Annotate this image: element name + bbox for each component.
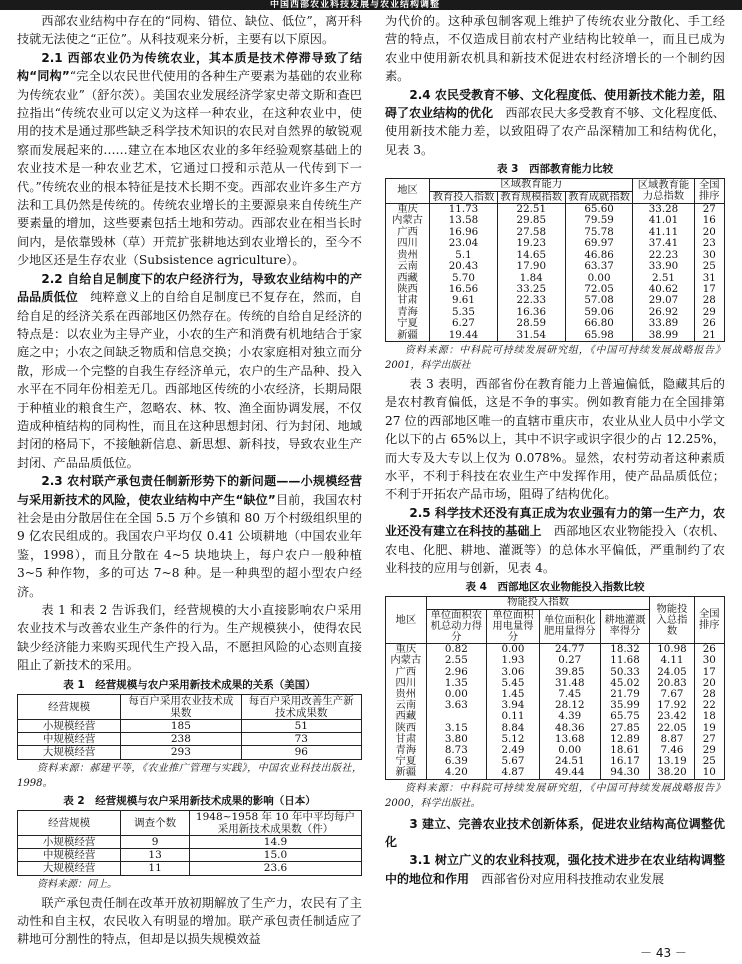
- table-row: [18, 746, 362, 759]
- table-cell: 8.84: [486, 723, 539, 734]
- table-cell: 24.05: [650, 667, 694, 678]
- paragraph: 纯粹意义上的自给自足制度已不复存在，然而，自给自足的经济关系在西部地区仍然存在。传统的自给自足经济的特点是：以农业为主导产业，小农的生产和消费有机地结合于家庭之中；小农之间缺乏物质和信息交换；小农家庭相对独立而分散，形成一个完整的自我生存经济单元，农户的生产品种、投入水平在不同年份相差无几。西部地区传统的小农经济，长期局限于种植业的粮食生产，忽略农、林、牧、渔全面协调发展，不仅造成种植结构的同构性，而且在这种思想封闭、行为封闭、地域封闭的格局下，不接触新信息、新思想、新科技，导致农业生产封闭、产品品质低位。: [17, 290, 363, 470]
- header-cell: 经营规模: [18, 810, 121, 835]
- section-2-1: [17, 49, 362, 270]
- paragraph: 目前，我国农村社会是由分散居住在全国 5.5 万个乡镇和 80 万个村级组织里的 9 亿农民组成的。我国农户平均仅 0.41 公顷耕地（中国农业年鉴，1998），而且分散在 4~5 块地块上，每户农户一般种植 3~5 种作物，多的可达 7~8 种。是一种典型的超小型农户经济。: [17, 492, 363, 599]
- section-2-3: [17, 472, 362, 601]
- table-3: [385, 178, 725, 342]
- table-cell: 0.00: [565, 273, 633, 284]
- table-row: [18, 862, 362, 875]
- table-cell: 27.58: [497, 227, 565, 238]
- table-cell: 96: [241, 746, 361, 759]
- table-cell: 65.75: [600, 711, 650, 722]
- table-cell: 26: [694, 318, 725, 329]
- heading-2-3: 2.3 农村联产承包责任制新形势下的新问题——小规模经营与采用新技术的风险，使农业结构中产生“缺位”: [17, 474, 362, 507]
- table-cell: 四川: [386, 238, 430, 249]
- table-cell: 4.87: [486, 767, 539, 779]
- table-cell: 1.84: [497, 273, 565, 284]
- table-cell: 27.85: [600, 723, 650, 734]
- table-cell: 16.36: [497, 307, 565, 318]
- heading-2-2: 2.2 自给自足制度下的农户经济行为，导致农业结构中的产品品质低位: [17, 271, 362, 305]
- table-cell: 20.83: [650, 678, 694, 689]
- table-cell: 46.86: [565, 250, 633, 261]
- table-cell: 22: [694, 700, 725, 711]
- table-3-source: 资料来源：中科院可持续发展研究组，《中国可持续发展战略报告》2001，科学出版社: [385, 344, 725, 371]
- table-cell: 0.11: [486, 711, 539, 722]
- table-cell: 7.45: [539, 689, 600, 700]
- table-cell: 8.87: [650, 734, 694, 745]
- table-cell: 45.02: [600, 678, 650, 689]
- header-cell: 全国排序: [694, 179, 725, 204]
- table-cell: 49.44: [539, 767, 600, 779]
- table-cell: 11.68: [600, 655, 650, 666]
- table-cell: 31: [694, 273, 725, 284]
- table-cell: 3.06: [486, 667, 539, 678]
- header-bar: [0, 0, 742, 10]
- table-cell: 0.82: [426, 644, 486, 656]
- table-cell: 9.61: [430, 295, 498, 306]
- header-cell: 1948~1958 年 10 年中平均每户采用新技术成果数（件）: [189, 810, 361, 835]
- table-cell: 21: [694, 330, 725, 342]
- table-cell: 20.43: [430, 261, 498, 272]
- table-cell: 2.51: [633, 273, 694, 284]
- header-cell: 教育规模指数: [497, 191, 565, 203]
- table-cell: 3.80: [426, 734, 486, 745]
- table-cell: 10: [694, 767, 725, 779]
- table-cell: 4.39: [539, 711, 600, 722]
- table-cell: 6.27: [430, 318, 498, 329]
- table-cell: 57.08: [565, 295, 633, 306]
- table-1-caption: 表 1 经营规模与农户采用新技术成果的关系（美国）: [63, 678, 316, 691]
- table-cell: 4.11: [650, 655, 694, 666]
- header-cell: 教育成就指数: [565, 191, 633, 203]
- table-cell: 中规模经营: [18, 849, 121, 862]
- table-cell: 35.99: [600, 700, 650, 711]
- table-cell: 新疆: [386, 767, 427, 779]
- table-cell: 大规模经营: [18, 862, 121, 875]
- table-cell: 小规模经营: [18, 720, 121, 733]
- table-2-source: 资料来源：同上。: [37, 878, 117, 890]
- table-cell: 17: [694, 667, 725, 678]
- table-cell: 33.28: [633, 204, 694, 216]
- table-cell: 41.11: [633, 227, 694, 238]
- table-cell: 小规模经营: [18, 836, 121, 849]
- header-cell: 单位面积化肥用量得分: [539, 609, 600, 644]
- table-cell: 13: [121, 849, 190, 862]
- table-row: [18, 849, 362, 862]
- header-cell: 区域教育能力总指数: [633, 179, 694, 204]
- table-cell: 广西: [386, 667, 427, 678]
- table-cell: 宁夏: [386, 318, 430, 329]
- table-cell: 云南: [386, 261, 430, 272]
- table-cell: 29: [694, 307, 725, 318]
- table-cell: 7.67: [650, 689, 694, 700]
- table-cell: 云南: [386, 700, 427, 711]
- table-cell: 13.68: [539, 734, 600, 745]
- table-cell: 5.45: [486, 678, 539, 689]
- table-cell: 30: [694, 655, 725, 666]
- table-3-caption: 表 3 西部教育能力比较: [497, 163, 613, 176]
- table-cell: 27: [694, 734, 725, 745]
- header-cell: 耕地灌溉率得分: [600, 609, 650, 644]
- table-cell: 25: [694, 756, 725, 767]
- paragraph: 表 1 和表 2 告诉我们，经营规模的大小直接影响农户采用农业技术与改善农业生产条件的行为。生产规模狭小，使得农民缺少经济能力来购买现代生产投入品，不愿担风险的心态则直接阻止了新技术的采用。: [17, 603, 362, 673]
- table-cell: 65.60: [565, 204, 633, 216]
- table-cell: 23.04: [430, 238, 498, 249]
- table-cell: 2.96: [426, 667, 486, 678]
- table-cell: 37.41: [633, 238, 694, 249]
- table-cell: 30: [694, 250, 725, 261]
- table-cell: 重庆: [386, 644, 427, 656]
- table-cell: 陕西: [386, 723, 427, 734]
- table-header: [386, 179, 725, 191]
- table-cell: 甘肃: [386, 295, 430, 306]
- table-cell: 3.94: [486, 700, 539, 711]
- heading-3: 3 建立、完善农业技术创新体系，促进农业结构高位调整优化: [385, 816, 725, 850]
- table-cell: [426, 711, 486, 722]
- table-cell: 16: [694, 215, 725, 226]
- paragraph: “完全以农民世代使用的各种生产要素为基础的农业称为传统农业”（舒尔茨）。美国农业发展经济学家史蒂文斯和查巴拉指出“传统农业可以定义为这样一种农业，在这种农业中，使用的技术是通过那些缺乏科学技术知识的农民对自然界的敏锐观察而发展起来的……建立在本地区农业的多年经验观察基础上的农业技术是一种农业艺术，它通过口授和示范从一代传到下一代。”传统农业的根本特征是技术长期不变。西部农业许多生产方法和工具仍然是传统的。传统农业增长的主要源泉来自传统生产要素量的增加，这些要素包括土地和劳动。西部农业在相当长时间内，是依靠毁林（草）开荒扩张耕地达到农业增长的，至今不少地区还是生存农业（Subsistence agriculture）。: [17, 69, 362, 268]
- table-cell: 4.20: [426, 767, 486, 779]
- table-cell: 50.33: [600, 667, 650, 678]
- section-2-2: [17, 270, 362, 472]
- section-2-5: [385, 504, 725, 578]
- table-cell: 23.42: [650, 711, 694, 722]
- table-cell: 39.85: [539, 667, 600, 678]
- table-cell: 12.89: [600, 734, 650, 745]
- header-cell: 地区: [386, 179, 430, 204]
- table-cell: 16.17: [600, 756, 650, 767]
- paragraph: 西部地区农业物能投入（农机、农电、化肥、耕地、灌溉等）的总体水平偏低，严重制约了农业科技的应用与创新，见表 4。: [385, 524, 726, 575]
- table-cell: 0.00: [486, 644, 539, 656]
- table-row: [386, 655, 725, 666]
- table-cell: 75.78: [565, 227, 633, 238]
- table-header: [386, 597, 725, 609]
- table-cell: 21.79: [600, 689, 650, 700]
- table-cell: 26.92: [633, 307, 694, 318]
- table-cell: 22.51: [497, 204, 565, 216]
- heading-2-4: 2.4 农民受教育不够、文化程度低、使用新技术能力差，阻碍了农业结构的优化: [385, 87, 725, 121]
- table-cell: 内蒙古: [386, 215, 430, 226]
- left-column: [17, 12, 362, 949]
- table-cell: 3.63: [426, 700, 486, 711]
- table-4: [385, 596, 725, 779]
- table-cell: 16.56: [430, 284, 498, 295]
- table-row: [386, 330, 725, 342]
- table-cell: 5.70: [430, 273, 498, 284]
- header-cell: 单位面积农机总动力得分: [426, 609, 486, 644]
- table-cell: 1.93: [486, 655, 539, 666]
- table-cell: 11.73: [430, 204, 498, 216]
- table-cell: 西藏: [386, 711, 427, 722]
- table-cell: 5.67: [486, 756, 539, 767]
- table-cell: 41.01: [633, 215, 694, 226]
- paragraph: 表 3 表明，西部省份在教育能力上普遍偏低，隐藏其后的是农村教育偏低，这是不争的事实。例如教育能力在全国排第 27 位的西部地区唯一的直辖市重庆市，农业从业人员中小学文化以下的占 65%以上，其中不识字或识字很少的占 12.25%，而大专及大专以上仅为 0.078%。显然，农村劳动者这种素质水平，不利于科技在农业生产中发挥作用，使产品品质低位；不利于开拓农产品市场，阻碍了结构优化。: [385, 376, 725, 502]
- table-cell: 19.23: [497, 238, 565, 249]
- table-cell: 5.35: [430, 307, 498, 318]
- table-cell: 185: [121, 720, 241, 733]
- table-cell: 0.00: [539, 745, 600, 756]
- table-cell: 贵州: [386, 689, 427, 700]
- heading-2-1: 2.1 西部农业仍为传统农业，其本质是技术停滞导致了结构“同构”: [17, 50, 362, 84]
- table-cell: 9: [121, 836, 190, 849]
- table-cell: 28: [694, 689, 725, 700]
- table-cell: 22.23: [633, 250, 694, 261]
- table-cell: 24.51: [539, 756, 600, 767]
- paragraph: 西部农民大多受教育不够、文化程度低、使用新技术能力差，以致阻碍了农产品深精加工和结构优化，见表 3。: [385, 106, 725, 157]
- right-column: [385, 12, 725, 888]
- table-cell: 5.1: [430, 250, 498, 261]
- table-cell: 63.37: [565, 261, 633, 272]
- table-cell: 15.0: [189, 849, 361, 862]
- table-cell: 2.49: [486, 745, 539, 756]
- section-3-1: [385, 851, 725, 888]
- table-cell: 18: [694, 711, 725, 722]
- table-cell: 3.15: [426, 723, 486, 734]
- table-cell: 48.36: [539, 723, 600, 734]
- table-cell: 79.59: [565, 215, 633, 226]
- table-cell: 13.58: [430, 215, 498, 226]
- table-cell: 重庆: [386, 204, 430, 216]
- table-cell: 59.06: [565, 307, 633, 318]
- table-cell: 14.9: [189, 836, 361, 849]
- header-cell: 全国排序: [694, 597, 725, 644]
- table-cell: 33.25: [497, 284, 565, 295]
- table-cell: 广西: [386, 227, 430, 238]
- table-cell: 1.35: [426, 678, 486, 689]
- table-cell: 29.85: [497, 215, 565, 226]
- table-cell: 28.12: [539, 700, 600, 711]
- table-cell: 33.89: [633, 318, 694, 329]
- table-row: [386, 711, 725, 722]
- table-cell: 16.96: [430, 227, 498, 238]
- header-title: 中国西部农业科技发展与农业结构调整: [270, 0, 441, 10]
- table-cell: 26: [694, 644, 725, 656]
- section-3: [385, 815, 725, 852]
- table-cell: 31.48: [539, 678, 600, 689]
- table-cell: 293: [121, 746, 241, 759]
- table-row: [386, 261, 725, 272]
- table-cell: 28.59: [497, 318, 565, 329]
- table-2: [17, 810, 362, 876]
- table-cell: 69.97: [565, 238, 633, 249]
- section-2-4: [385, 86, 725, 160]
- header-cell: 单位面积用电量得分: [486, 609, 539, 644]
- table-cell: 27: [694, 204, 725, 216]
- table-cell: 22.33: [497, 295, 565, 306]
- table-cell: 238: [121, 733, 241, 746]
- header-cell: 地区: [386, 597, 427, 644]
- table-cell: 8.73: [426, 745, 486, 756]
- table-cell: 新疆: [386, 330, 430, 342]
- paragraph: 西部农业结构中存在的“同构、错位、缺位、低位”，离开科技就无法使之“正位”。从科技观来分析，主要有以下原因。: [17, 14, 362, 47]
- table-row: [18, 720, 362, 733]
- table-cell: 17.90: [497, 261, 565, 272]
- table-cell: 28: [694, 295, 725, 306]
- paragraph: 为代价的。这种承包制客观上维护了传统农业分散化、手工经营的特点，不仅造成目前农村产业结构比较单一，而且已成为农业中使用新农机具和新技术促进农村经济增长的一个制约因素。: [385, 14, 725, 84]
- header-cell: 调查个数: [121, 810, 190, 835]
- table-cell: 13.19: [650, 756, 694, 767]
- paragraph: 西部省份对应用科技推动农业发展: [481, 871, 665, 886]
- header-cell: 物能投入指数: [426, 597, 650, 609]
- table-header: [18, 810, 362, 835]
- table-cell: 中规模经营: [18, 733, 121, 746]
- table-cell: 青海: [386, 307, 430, 318]
- table-cell: 18.32: [600, 644, 650, 656]
- table-2-caption: 表 2 经营规模与农户采用新技术成果的影响（日本）: [63, 794, 316, 807]
- table-cell: 65.98: [565, 330, 633, 342]
- table-row: [386, 238, 725, 249]
- table-cell: 18.61: [600, 745, 650, 756]
- table-cell: 22.05: [650, 723, 694, 734]
- table-1-source: 资料来源：郝建平等，《农业推广管理与实践》，中国农业科技出版社，1998。: [17, 762, 362, 789]
- table-cell: 20: [694, 227, 725, 238]
- table-cell: 19.44: [430, 330, 498, 342]
- table-cell: 38.20: [650, 767, 694, 779]
- table-cell: 29.07: [633, 295, 694, 306]
- table-cell: 2.55: [426, 655, 486, 666]
- table-4-caption: 表 4 西部地区农业物能投入指数比较: [465, 581, 645, 594]
- table-cell: 宁夏: [386, 756, 427, 767]
- table-cell: 73: [241, 733, 361, 746]
- table-cell: 11: [121, 862, 190, 875]
- table-cell: 17.92: [650, 700, 694, 711]
- table-cell: 23.6: [189, 862, 361, 875]
- table-cell: 51: [241, 720, 361, 733]
- table-cell: 20: [694, 678, 725, 689]
- table-cell: 17: [694, 284, 725, 295]
- header-cell: 经营规模: [18, 694, 121, 719]
- page-number: － 43 －: [640, 946, 687, 960]
- table-cell: 0.00: [426, 689, 486, 700]
- table-4-source: 资料来源：中科院可持续发展研究组，《中国可持续发展战略报告》2000，科学出版社。: [385, 782, 725, 809]
- header-cell: 物能投入总指数: [650, 597, 694, 644]
- table-1: [17, 694, 362, 760]
- table-cell: 甘肃: [386, 734, 427, 745]
- table-row: [18, 836, 362, 849]
- table-cell: 66.80: [565, 318, 633, 329]
- table-cell: 大规模经营: [18, 746, 121, 759]
- table-cell: 14.65: [497, 250, 565, 261]
- heading-2-5: 2.5 科学技术还没有真正成为农业强有力的第一生产力，农业还没有建立在科技的基础上: [385, 505, 725, 539]
- table-cell: 7.46: [650, 745, 694, 756]
- table-row: [18, 733, 362, 746]
- header-cell: 区域教育能力: [430, 179, 633, 191]
- table-cell: 四川: [386, 678, 427, 689]
- table-cell: 1.45: [486, 689, 539, 700]
- table-row: [386, 767, 725, 779]
- table-row: [386, 295, 725, 306]
- table-cell: 陕西: [386, 284, 430, 295]
- heading-3-1: 3.1 树立广义的农业科技观，强化技术进步在农业结构调整中的地位和作用: [385, 853, 725, 886]
- header-cell: 教育投入指数: [430, 191, 498, 203]
- table-cell: 10.98: [650, 644, 694, 656]
- header-cell: 每百户采用改善生产新技术成果数: [241, 694, 361, 719]
- table-header: [18, 694, 362, 719]
- table-cell: 29: [694, 745, 725, 756]
- table-cell: 贵州: [386, 250, 430, 261]
- table-cell: 19: [694, 723, 725, 734]
- table-cell: 6.39: [426, 756, 486, 767]
- header-cell: 每百户采用农业技术成果数: [121, 694, 241, 719]
- table-cell: 25: [694, 261, 725, 272]
- table-cell: 24.77: [539, 644, 600, 656]
- table-row: [386, 318, 725, 329]
- table-cell: 西藏: [386, 273, 430, 284]
- table-cell: 72.05: [565, 284, 633, 295]
- table-cell: 5.12: [486, 734, 539, 745]
- table-cell: 青海: [386, 745, 427, 756]
- table-cell: 内蒙古: [386, 655, 427, 666]
- table-cell: 38.99: [633, 330, 694, 342]
- table-cell: 31.54: [497, 330, 565, 342]
- table-cell: 23: [694, 238, 725, 249]
- table-cell: 33.90: [633, 261, 694, 272]
- table-cell: 40.62: [633, 284, 694, 295]
- table-cell: 0.27: [539, 655, 600, 666]
- paragraph: 联产承包责任制在改革开放初期解放了生产力，农民有了主动性和自主权，农民收入有明显的增加。联产承包责任制适应了耕地可分割性的特点，但却是以损失规模效益: [17, 895, 362, 947]
- table-cell: 94.30: [600, 767, 650, 779]
